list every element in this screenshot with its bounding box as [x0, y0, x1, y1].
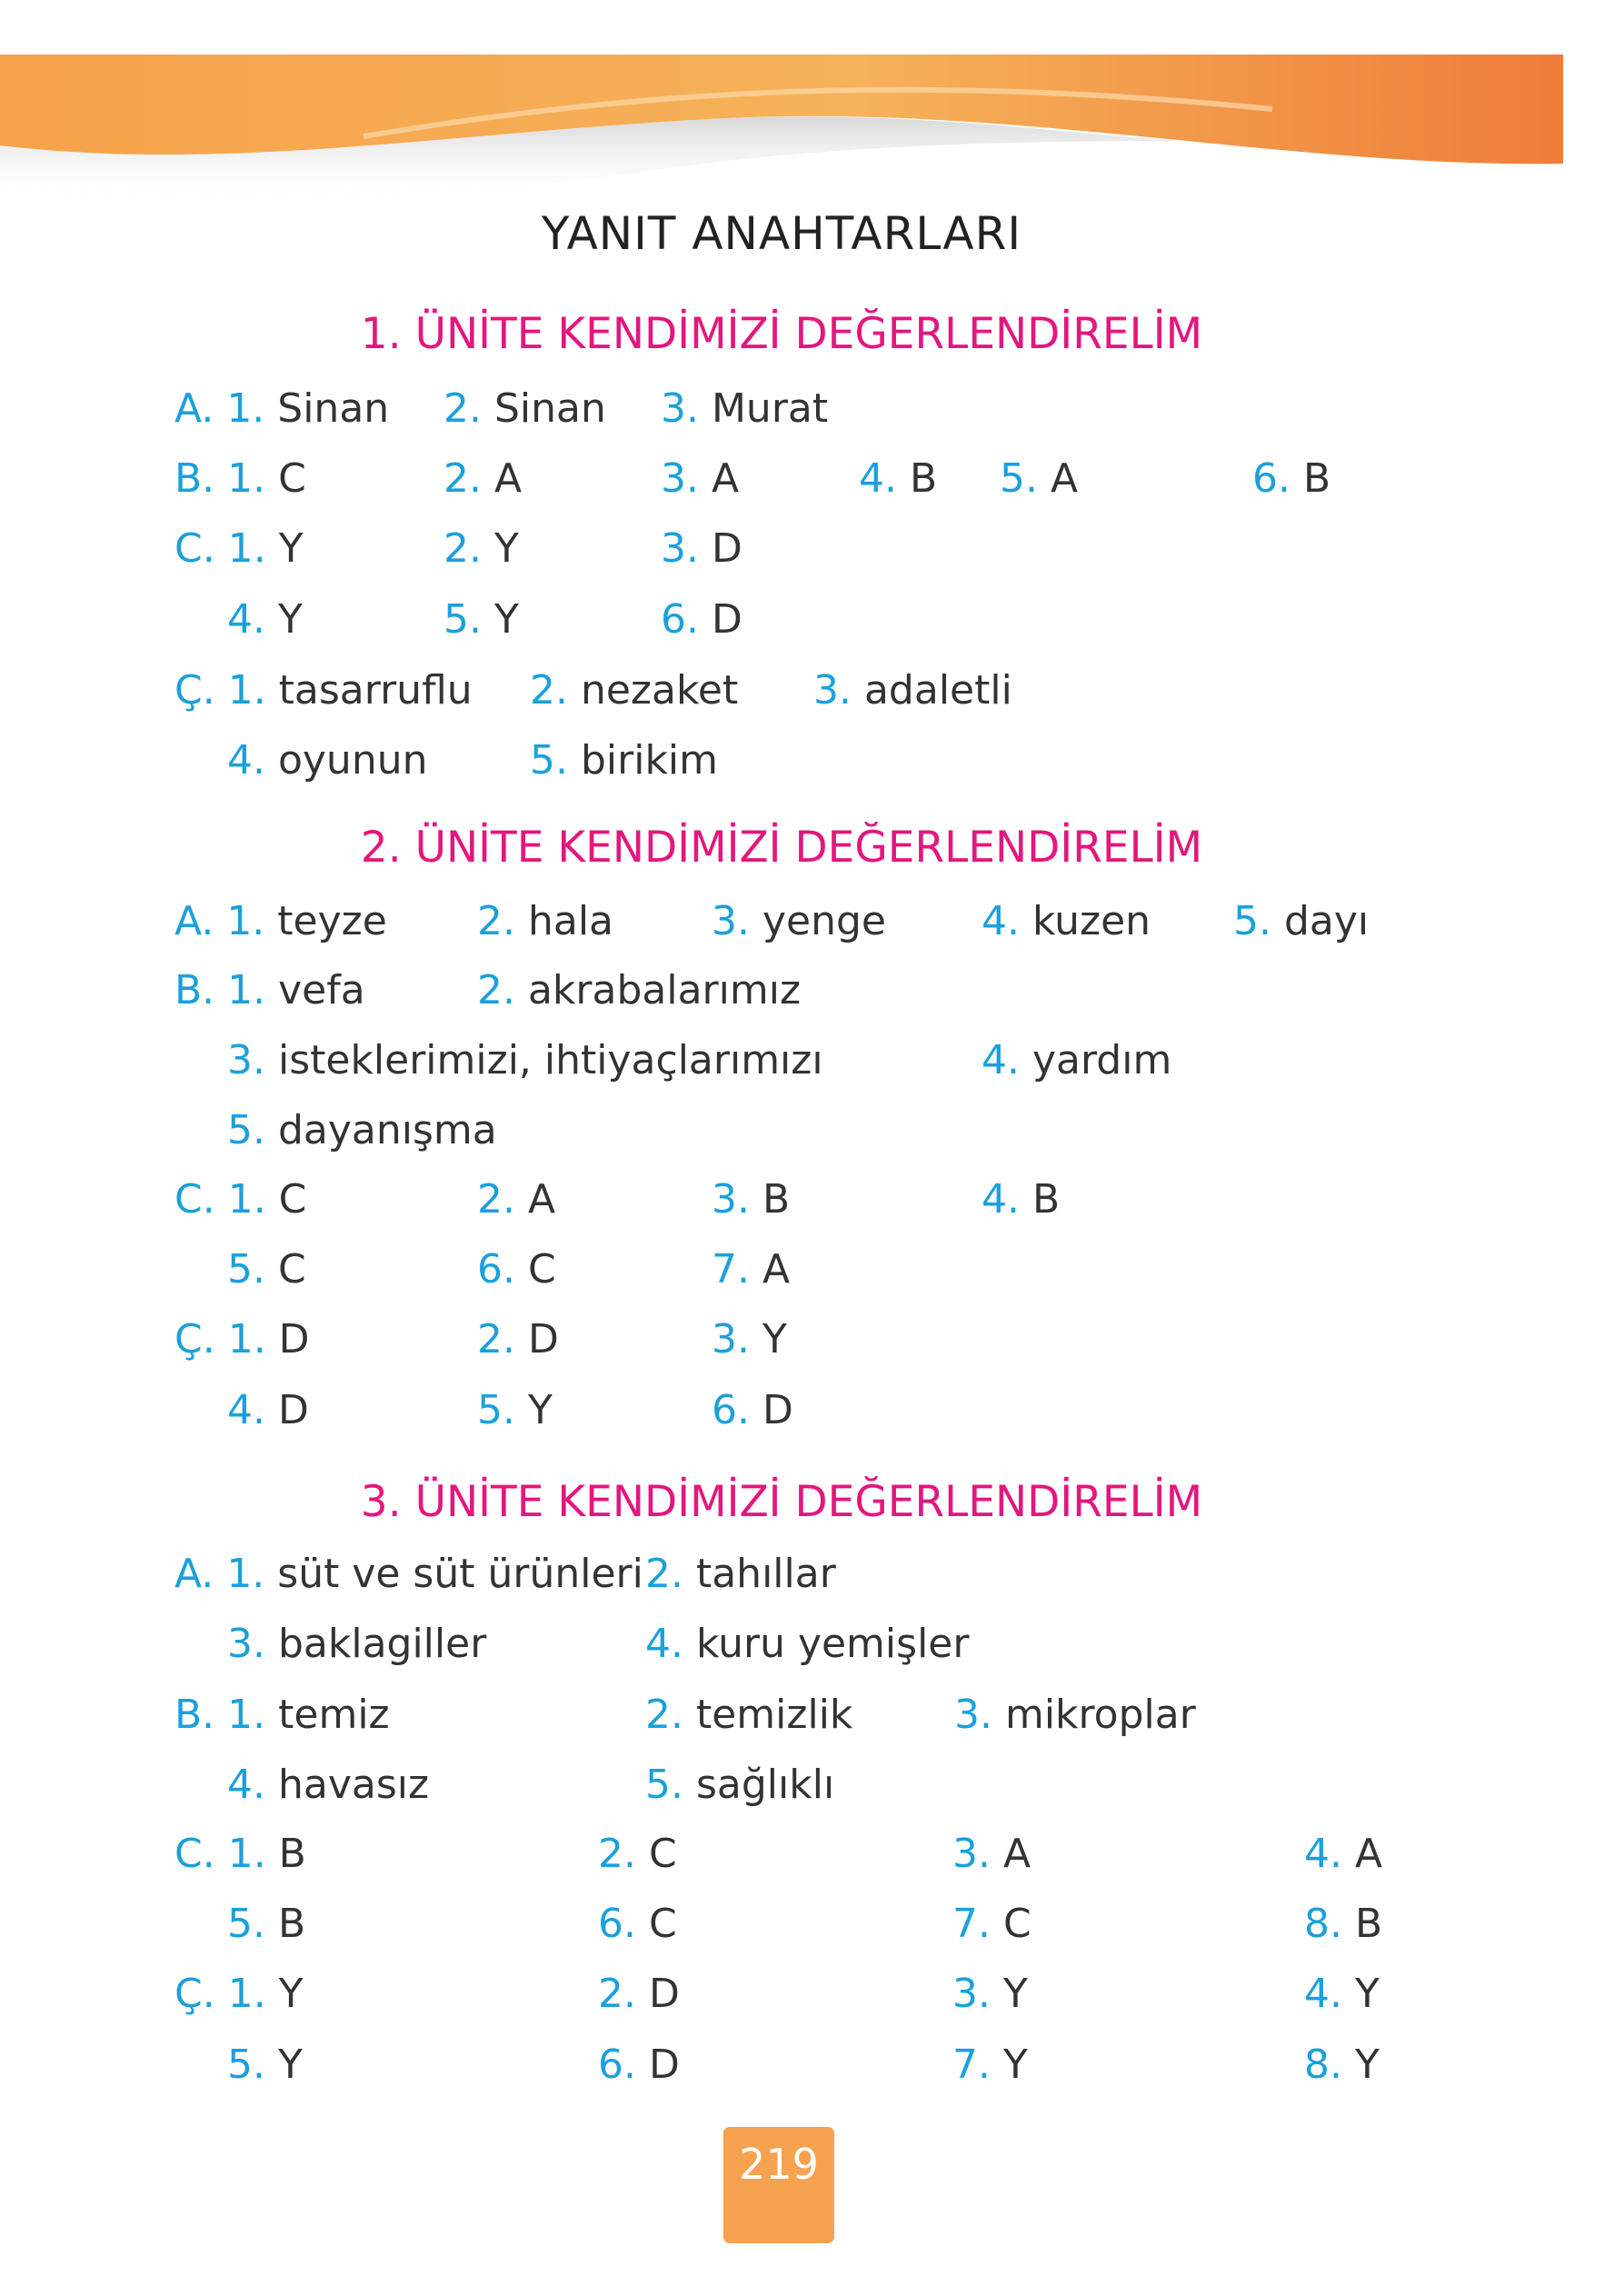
unit-1-heading: 1. ÜNİTE KENDİMİZİ DEĞERLENDİRELİM	[360, 309, 1203, 359]
answer-text: tasarruflu	[278, 667, 473, 714]
answer-item	[661, 596, 742, 643]
answer-text: kuzen	[1031, 898, 1151, 944]
unit-3-heading: 3. ÜNİTE KENDİMİZİ DEĞERLENDİRELİM	[360, 1477, 1203, 1527]
answer-text: B	[909, 455, 938, 502]
answer-item	[1000, 455, 1079, 502]
answer-text: Sinan	[277, 385, 390, 432]
answer-text: B	[1302, 455, 1331, 502]
question-number: 4.	[227, 737, 278, 784]
answer-text: Y	[527, 1387, 553, 1433]
answer-item	[530, 737, 719, 784]
page-number: 219	[739, 2140, 819, 2189]
question-number: 7.	[712, 1246, 762, 1293]
answer-text: B	[277, 1901, 306, 1947]
answer-text: B	[278, 1831, 306, 1877]
answer-item	[1304, 1831, 1383, 1877]
answer-text: D	[648, 1971, 680, 2017]
question-number: 3.	[952, 1831, 1003, 1877]
question-number: 1.	[226, 1551, 278, 1597]
answer-item	[443, 596, 519, 643]
answer-text: B	[1354, 1901, 1383, 1947]
question-number: 1.	[227, 1316, 279, 1363]
answer-text: A	[1354, 1831, 1383, 1877]
answer-text: havasız	[277, 1762, 430, 1808]
question-number: 7.	[952, 1901, 1003, 1947]
answer-text: akrabalarımız	[527, 967, 802, 1013]
answer-item	[174, 455, 306, 502]
question-number: 2.	[477, 967, 528, 1013]
answer-item	[859, 455, 938, 502]
answer-item	[981, 1037, 1172, 1083]
answer-text: Y	[493, 525, 519, 572]
answer-text: C	[278, 1176, 307, 1223]
answer-item	[227, 1901, 306, 1947]
answer-text: Y	[278, 525, 304, 572]
answer-item	[645, 1551, 836, 1597]
answer-text: Y	[1354, 2041, 1380, 2088]
question-number: 4.	[859, 455, 910, 502]
question-number: 4.	[227, 1762, 278, 1808]
answer-text: baklagiller	[277, 1621, 487, 1667]
answer-item	[477, 967, 802, 1013]
question-number: 3.	[712, 1316, 762, 1363]
answer-item	[174, 967, 365, 1013]
answer-text: C	[648, 1831, 677, 1877]
answer-item	[813, 667, 1012, 714]
answer-item	[174, 1831, 306, 1877]
question-number: 5.	[530, 737, 581, 784]
answer-text: birikim	[580, 737, 719, 784]
answer-item	[981, 898, 1151, 944]
question-number: 8.	[1304, 2041, 1355, 2088]
question-number: 4.	[981, 1037, 1032, 1083]
section-letter: A.	[174, 898, 227, 944]
question-number: 1.	[227, 967, 279, 1013]
answer-text: oyunun	[277, 737, 428, 784]
answer-text: B	[762, 1176, 791, 1223]
question-number: 2.	[477, 1176, 528, 1223]
question-number: 3.	[813, 667, 864, 714]
answer-text: C	[278, 455, 306, 502]
question-number: 1.	[226, 385, 278, 432]
answer-text: C	[277, 1246, 306, 1293]
answer-text: Y	[277, 596, 303, 643]
question-number: 2.	[598, 1971, 649, 2017]
question-number: 1.	[227, 455, 279, 502]
answer-text: nezaket	[580, 667, 739, 714]
answer-item	[598, 1971, 680, 2017]
question-number: 6.	[598, 2041, 649, 2088]
answer-item	[174, 667, 473, 714]
question-number: 6.	[477, 1246, 528, 1293]
question-number: 2.	[645, 1692, 696, 1738]
answer-text: A	[527, 1176, 556, 1223]
answer-text: tahıllar	[695, 1551, 836, 1597]
answer-item	[477, 1176, 556, 1223]
question-number: 3.	[227, 1621, 278, 1667]
question-number: 2.	[530, 667, 581, 714]
answer-item	[712, 898, 886, 944]
answer-item	[1304, 2041, 1380, 2088]
question-number: 3.	[712, 898, 762, 944]
question-number: 3.	[712, 1176, 762, 1223]
answer-item	[1233, 898, 1370, 944]
section-letter: A.	[174, 385, 227, 432]
question-number: 5.	[1000, 455, 1051, 502]
answer-text: yardım	[1031, 1037, 1172, 1083]
page-number-box	[723, 2127, 834, 2243]
question-number: 1.	[226, 898, 278, 944]
question-number: 5.	[227, 1246, 278, 1293]
question-number: 3.	[661, 455, 712, 502]
answer-text: Y	[1002, 1971, 1028, 2017]
answer-item	[227, 1762, 430, 1808]
question-number: 2.	[477, 898, 528, 944]
answer-text: A	[1002, 1831, 1031, 1877]
question-number: 5.	[227, 1901, 278, 1947]
answer-text: C	[1002, 1901, 1031, 1947]
answer-item	[530, 667, 739, 714]
question-number: 6.	[1252, 455, 1303, 502]
answer-text: kuru yemişler	[695, 1621, 970, 1667]
question-number: 4.	[981, 898, 1032, 944]
answer-item	[227, 2041, 303, 2088]
answer-text: yenge	[762, 898, 886, 944]
section-letter: B.	[174, 455, 228, 502]
answer-item	[954, 1692, 1196, 1738]
answer-text: A	[1050, 455, 1079, 502]
section-letter: B.	[174, 1692, 228, 1738]
answer-text: C	[527, 1246, 556, 1293]
section-letter: Ç.	[174, 1971, 228, 2017]
answer-text: temizlik	[695, 1692, 853, 1738]
answer-item	[712, 1176, 791, 1223]
answer-item	[227, 596, 303, 643]
answer-item	[477, 898, 614, 944]
answer-item	[952, 1901, 1031, 1947]
page-title: YANIT ANAHTARLARI	[541, 207, 1022, 260]
answer-item	[443, 385, 606, 432]
question-number: 5.	[477, 1387, 528, 1433]
question-number: 7.	[952, 2041, 1003, 2088]
answer-item	[174, 1971, 304, 2017]
answer-item	[174, 898, 387, 944]
question-number: 4.	[1304, 1971, 1355, 2017]
answer-item	[598, 2041, 680, 2088]
answer-text: teyze	[277, 898, 387, 944]
answer-text: temiz	[278, 1692, 390, 1738]
question-number: 8.	[1304, 1901, 1355, 1947]
answer-text: D	[711, 525, 742, 572]
answer-text: Y	[277, 2041, 303, 2088]
answer-text: sağlıklı	[695, 1762, 835, 1808]
answer-item	[174, 1692, 390, 1738]
answer-text: vefa	[278, 967, 365, 1013]
question-number: 2.	[598, 1831, 649, 1877]
answer-text: Y	[278, 1971, 304, 2017]
answer-item	[952, 2041, 1028, 2088]
answer-text: D	[711, 596, 742, 643]
answer-text: D	[648, 2041, 680, 2088]
answer-item	[952, 1831, 1031, 1877]
answer-item	[174, 385, 390, 432]
answer-item	[598, 1901, 677, 1947]
answer-text: hala	[527, 898, 614, 944]
answer-item	[174, 1316, 310, 1363]
question-number: 2.	[443, 455, 494, 502]
answer-item	[1304, 1971, 1380, 2017]
answer-text: B	[1031, 1176, 1061, 1223]
question-number: 6.	[598, 1901, 649, 1947]
answer-text: D	[278, 1316, 310, 1363]
section-letter: B.	[174, 967, 228, 1013]
section-letter: C.	[174, 1831, 228, 1877]
answer-text: adaletli	[863, 667, 1012, 714]
answer-text: A	[762, 1246, 791, 1293]
answer-item	[661, 455, 740, 502]
question-number: 3.	[661, 525, 712, 572]
answer-text: Y	[1002, 2041, 1028, 2088]
answer-item	[443, 525, 519, 572]
answer-item	[477, 1246, 556, 1293]
question-number: 2.	[477, 1316, 528, 1363]
section-letter: Ç.	[174, 1316, 228, 1363]
answer-text: C	[648, 1901, 677, 1947]
question-number: 1.	[227, 525, 279, 572]
answer-text: mikroplar	[1004, 1692, 1196, 1738]
answer-item	[645, 1692, 853, 1738]
answer-item	[712, 1246, 791, 1293]
question-number: 2.	[645, 1551, 696, 1597]
answer-item	[174, 1551, 643, 1597]
answer-item	[981, 1176, 1061, 1223]
answer-item	[712, 1387, 793, 1433]
question-number: 4.	[1304, 1831, 1355, 1877]
answer-text: süt ve süt ürünleri	[277, 1551, 643, 1597]
answer-item	[174, 1176, 307, 1223]
answer-item	[952, 1971, 1028, 2017]
answer-text: A	[711, 455, 740, 502]
question-number: 1.	[227, 1176, 279, 1223]
section-letter: Ç.	[174, 667, 228, 714]
question-number: 4.	[645, 1621, 696, 1667]
section-letter: A.	[174, 1551, 227, 1597]
answer-text: D	[762, 1387, 793, 1433]
answer-text: Y	[1354, 1971, 1380, 2017]
answer-item	[645, 1621, 970, 1667]
answer-item	[1252, 455, 1331, 502]
answer-item	[661, 525, 742, 572]
question-number: 3.	[661, 385, 712, 432]
header-banner	[0, 55, 1563, 218]
answer-item	[712, 1316, 787, 1363]
question-number: 3.	[952, 1971, 1003, 2017]
question-number: 6.	[712, 1387, 762, 1433]
answer-item	[227, 1387, 309, 1433]
answer-text: dayı	[1283, 898, 1370, 944]
answer-text: isteklerimizi, ihtiyaçlarımızı	[277, 1037, 823, 1083]
question-number: 2.	[443, 385, 494, 432]
question-number: 1.	[227, 1971, 279, 2017]
answer-text: Sinan	[493, 385, 606, 432]
answer-item	[227, 1246, 306, 1293]
question-number: 5.	[227, 1107, 278, 1153]
question-number: 1.	[227, 1692, 279, 1738]
question-number: 4.	[981, 1176, 1032, 1223]
section-letter: C.	[174, 1176, 228, 1223]
question-number: 5.	[645, 1762, 696, 1808]
answer-item	[661, 385, 829, 432]
answer-text: dayanışma	[277, 1107, 497, 1153]
question-number: 1.	[227, 1831, 279, 1877]
question-number: 6.	[661, 596, 712, 643]
answer-item	[598, 1831, 677, 1877]
question-number: 3.	[954, 1692, 1005, 1738]
answer-text: A	[493, 455, 523, 502]
answer-text: Y	[493, 596, 519, 643]
answer-text: Y	[762, 1316, 787, 1363]
answer-text: Murat	[711, 385, 829, 432]
answer-item	[477, 1387, 553, 1433]
question-number: 5.	[1233, 898, 1284, 944]
answer-text: D	[277, 1387, 309, 1433]
question-number: 1.	[227, 667, 279, 714]
question-number: 3.	[227, 1037, 278, 1083]
answer-item	[443, 455, 523, 502]
question-number: 5.	[443, 596, 494, 643]
answer-item	[227, 737, 428, 784]
answer-item	[477, 1316, 559, 1363]
question-number: 5.	[227, 2041, 278, 2088]
answer-item	[227, 1107, 497, 1153]
answer-item	[227, 1037, 823, 1083]
section-letter: C.	[174, 525, 228, 572]
question-number: 4.	[227, 1387, 278, 1433]
answer-item	[174, 525, 304, 572]
question-number: 4.	[227, 596, 278, 643]
answer-text: D	[527, 1316, 559, 1363]
answer-item	[1304, 1901, 1383, 1947]
unit-2-heading: 2. ÜNİTE KENDİMİZİ DEĞERLENDİRELİM	[360, 823, 1203, 873]
answer-item	[645, 1762, 835, 1808]
answer-item	[227, 1621, 487, 1667]
question-number: 2.	[443, 525, 494, 572]
